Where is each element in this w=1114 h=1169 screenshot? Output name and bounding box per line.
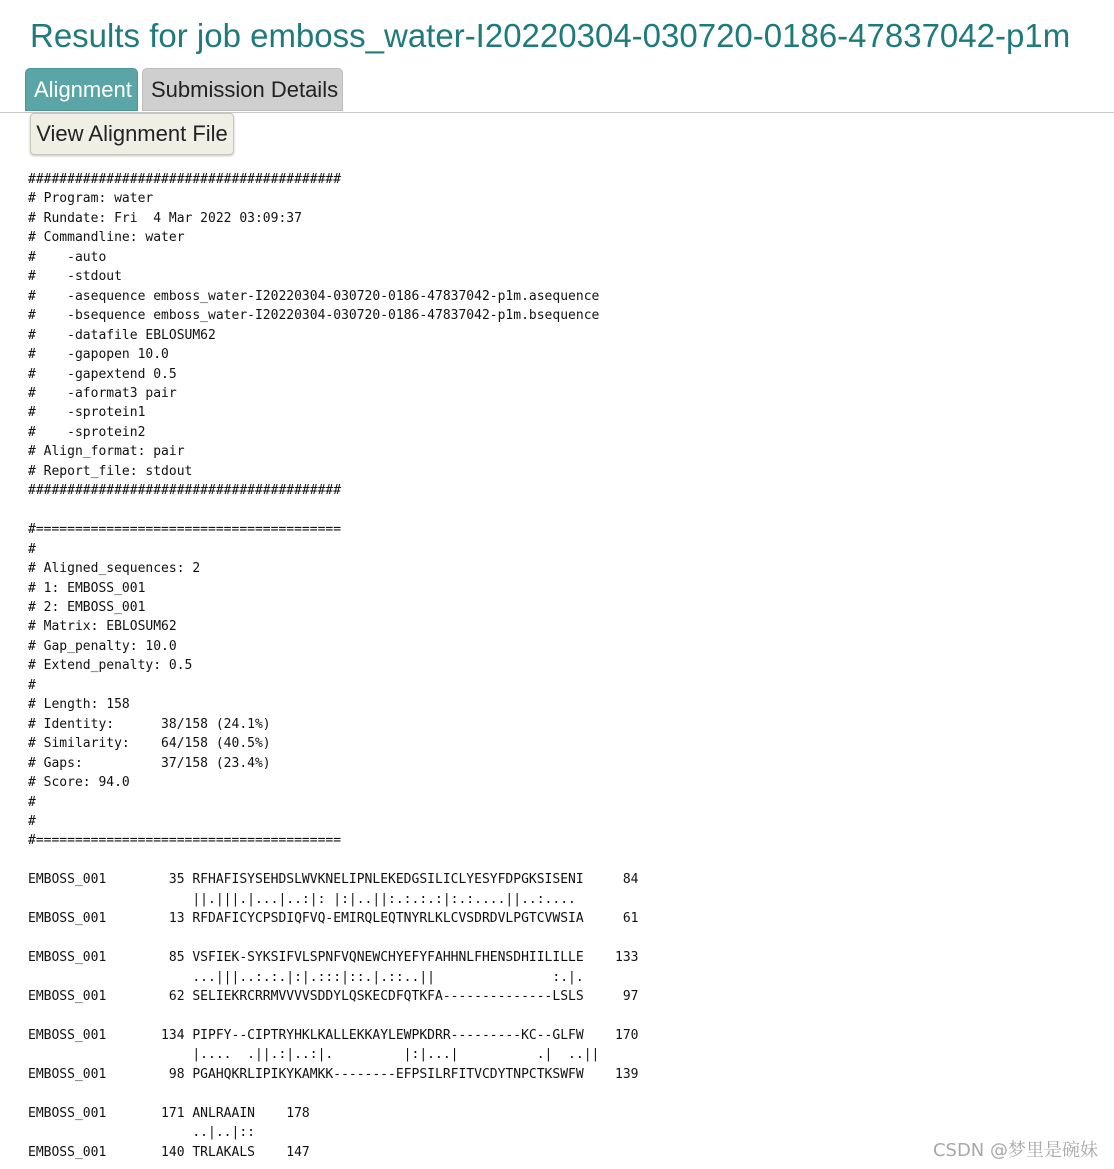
csdn-watermark: CSDN @梦里是碗妹 — [932, 1140, 1098, 1161]
view-alignment-file-button[interactable]: View Alignment File — [30, 113, 234, 155]
alignment-report-text: ######################################## # Program: water # Rundate: Fri 4 Mar 2022 03:09:37 # Commandline: water # -auto # -stdout # -asequence emboss_water-I20220304-030720-0186-47837042-p1m.asequence # -bsequence emboss_water-I20220304-030720-0186-47837042-p1m.bsequence # -datafile EBLOSUM62 # -gapopen 10.0 # -gapextend 0.5 # -aformat3 pair # -sprotein1 # -sprotein2 # Align_format: pair # Report_file: stdout ######################################## #======================================= # # Aligned_sequences: 2 # 1: EMBOSS_001 # 2: EMBOSS_001 # Matrix: EBLOSUM62 # Gap_penalty: 10.0 # Extend_penalty: 0.5 # # Length: 158 # Identity: 38/158 (24.1%) # Similarity: 64/158 (40.5%) # Gaps: 37/158 (23.4%) # Score: 94.0 # # #======================================= EMBOSS_001 35 RFHAFISYSEHDSLWVKNELIPNLEKEDGSILICLYESYFDPGKSISENI 84 ||.|||.|...|..:|: |:|..||:.:.:.:|:.:....||..:.... EMBOSS_001 13 RFDAFICYCPSDIQFVQ-EMIRQLEQTNYRLKLCVSDRDVLPGTCVWSIA 61 EMBOSS_001 85 VSFIEK-SYKSIFVLSPNFVQNEWCHYEFYFAHHNLFHENSDHIILILLE 133 ...|||..:.:.|:|.:::|::.|.::..|| :.|. EMBOSS_001 62 SELIEKRCRRMVVVVSDDYLQSKECDFQTKFA--------------LSLS 97 EMBOSS_001 134 PIPFY--CIPTRYHKLKALLEKKAYLEWPKDRR---------KC--GLFW 170 |.... .||.:|..:|. |:|...| .| ..|| EMBOSS_001 98 PGAHQKRLIPIKYKAMKK--------EFPSILRFITVCDYTNPCTKSWFW 139 EMBOSS_001 171 ANLRAAIN 178 ..|..|:: EMBOSS_001 140 TRLAKALS 147 — [28, 172, 639, 1160]
page-title: Results for job emboss_water-I20220304-030720-0186-47837042-p1m — [30, 17, 1071, 54]
tab-submission-details[interactable]: Submission Details — [142, 68, 343, 111]
tab-alignment[interactable]: Alignment — [25, 68, 138, 111]
tab-bar — [0, 67, 1114, 113]
